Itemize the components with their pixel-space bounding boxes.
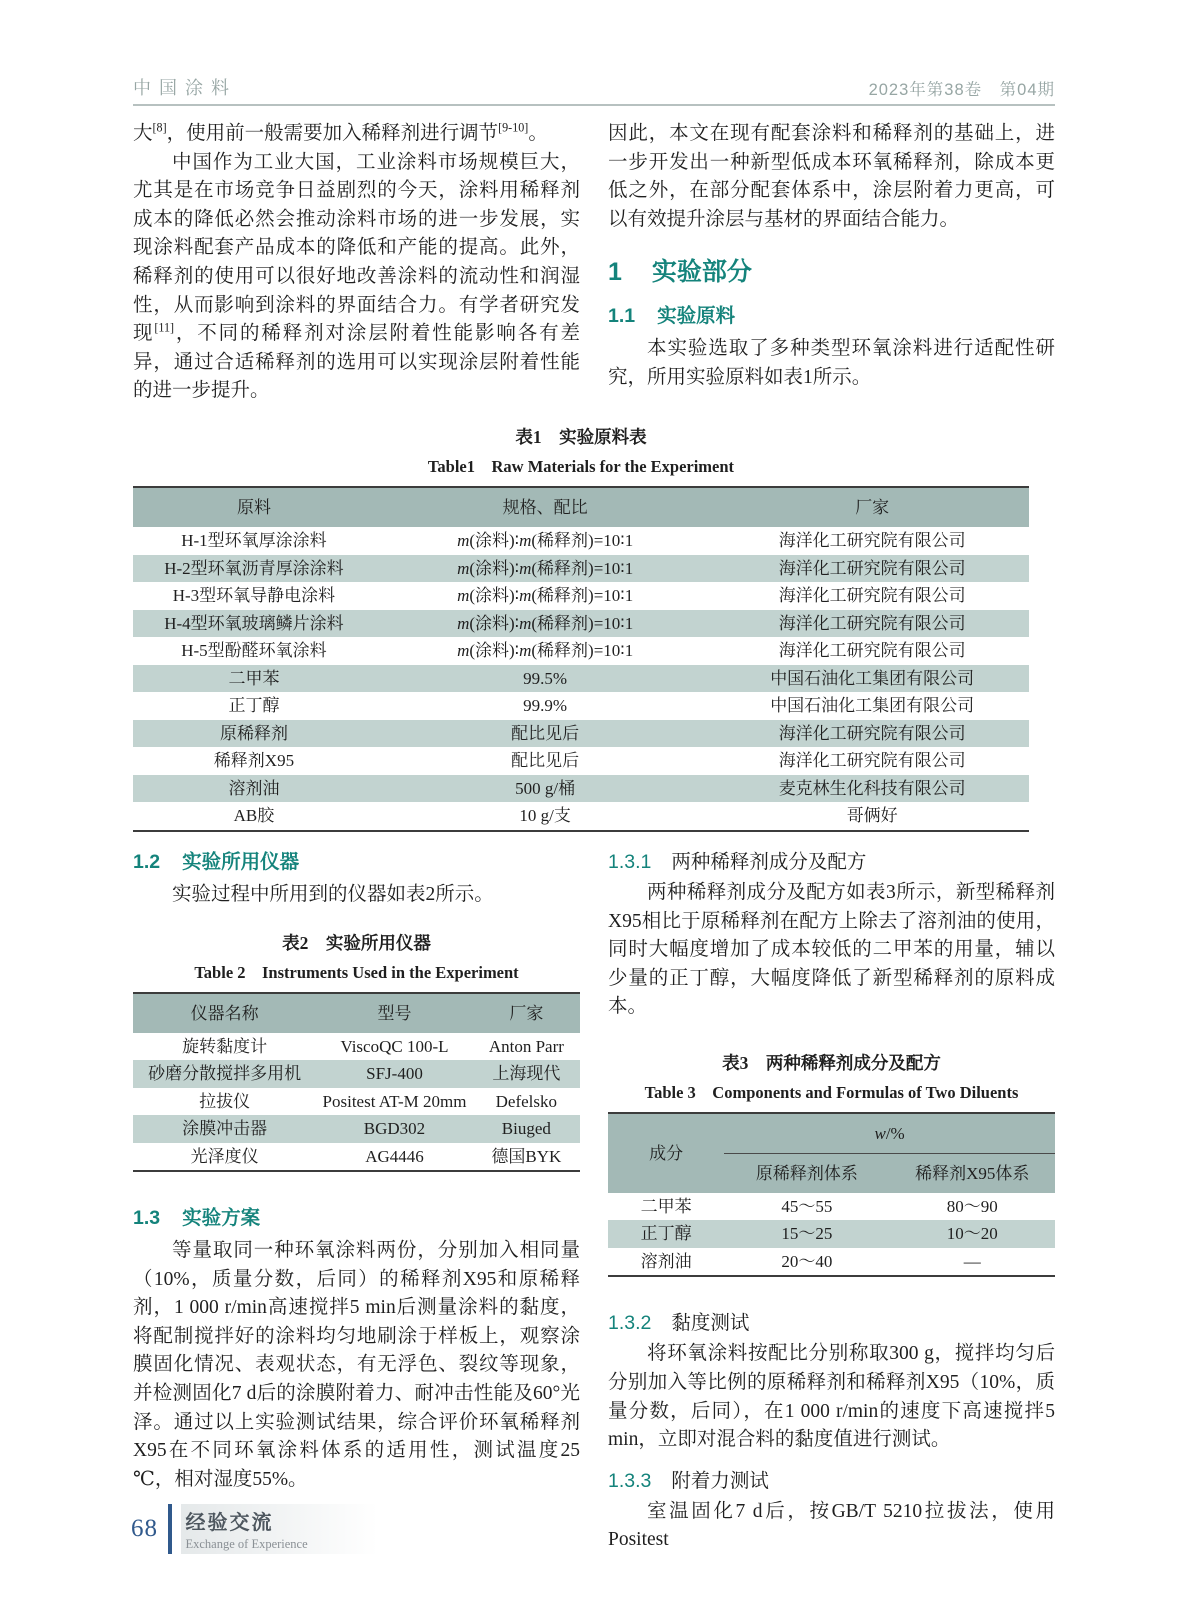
cell-spec: 99.5% <box>375 665 715 693</box>
table-row <box>608 1220 1055 1248</box>
col-header-vendor: 厂家 <box>715 487 1029 527</box>
cell-component: 二甲苯 <box>640 1196 692 1216</box>
cell-instrument: 光泽度仪 <box>190 1146 259 1166</box>
footer-column-en: Exchange of Experience <box>185 1537 308 1551</box>
section-heading-1-2: 1.2 实验所用仪器 <box>133 851 300 873</box>
cell-vendor: 海洋化工研究院有限公司 <box>778 641 966 660</box>
cell-vendor: 中国石油化工集团有限公司 <box>770 696 975 715</box>
cell-spec: 10 g/支 <box>519 806 571 825</box>
table-row <box>133 1143 580 1172</box>
paragraph: 本实验选取了多种类型环氧涂料进行适配性研究，所用实验原料如表1所示。 <box>608 338 1055 388</box>
right-column-top <box>608 120 1055 406</box>
cell-component: 正丁醇 <box>608 1220 724 1248</box>
cell-material: H-5型酚醛环氧涂料 <box>181 641 327 660</box>
cell-vendor: 上海现代 <box>473 1060 580 1088</box>
citation-ref: [8] <box>152 120 167 135</box>
cell-material: H-2型环氧沥青厚涂涂料 <box>133 555 375 583</box>
table-row <box>133 555 1029 583</box>
cell-x95-value: 80～90 <box>946 1196 998 1216</box>
table-row <box>133 1115 580 1143</box>
cell-vendor: Defelsko <box>495 1091 558 1111</box>
journal-name: 中国涂料 <box>133 78 237 98</box>
cell-model: AG4446 <box>365 1146 424 1166</box>
table-row <box>133 720 1029 748</box>
table-row <box>608 1248 1055 1277</box>
section-heading-1-3-3: 1.3.3 附着力测试 <box>608 1469 769 1492</box>
cell-material: 正丁醇 <box>228 696 280 715</box>
cell-material: 稀释剂X95 <box>213 751 295 770</box>
cell-model: Positest AT-M 20mm <box>322 1091 467 1111</box>
cell-component: 溶剂油 <box>640 1251 692 1271</box>
cell-spec: m(涂料)∶m(稀释剂)=10∶1 <box>375 610 715 638</box>
footer-divider-bar <box>168 1504 172 1554</box>
table2-title-en: Table 2 Instruments Used in the Experiment <box>194 962 519 982</box>
section-heading-1: 1 实验部分 <box>608 258 752 287</box>
cell-material: 二甲苯 <box>133 665 375 693</box>
table-row <box>608 1193 1055 1221</box>
paragraph: 因此，本文在现有配套涂料和稀释剂的基础上，进一步开发出一种新型低成本环氧稀释剂，除成本更低之外，在部分配套体系中，涂层附着力更高，可以有效提升涂层与基材的界面结合能力。 <box>608 123 1055 230</box>
table-row <box>133 802 1029 831</box>
page-number: 68 <box>131 1515 158 1542</box>
table3-title-cn: 表3 两种稀释剂成分及配方 <box>722 1052 941 1073</box>
cell-vendor: 海洋化工研究院有限公司 <box>715 610 1029 638</box>
col-header-model: 型号 <box>316 993 472 1033</box>
table3-formulas <box>608 1112 1055 1278</box>
table-row <box>133 1060 580 1088</box>
footer-column-title <box>181 1504 378 1554</box>
table1-block <box>133 424 1029 832</box>
cell-instrument: 拉拔仪 <box>199 1091 251 1111</box>
citation-ref: [9-10] <box>498 120 529 135</box>
cell-spec: m(涂料)∶m(稀释剂)=10∶1 <box>457 531 634 550</box>
paragraph: 等量取同一种环氧涂料两份，分别加入相同量（10%，质量分数，后同）的稀释剂X95和原稀释剂，1 000 r/min高速搅拌5 min后测量涂料的黏度，将配制搅拌好的涂料均匀地刷涂于样板上，观察涂膜固化情况、表观状态，有无浮色、裂纹等现象，并检测固化7 d后的涂膜附着力、耐冲击性能及60°光泽。通过以上实验测试结果，综合评价环氧稀释剂X95在不同环氧涂料体系的适用性，测试温度25 ℃，相对湿度55%。 <box>133 1240 580 1490</box>
table-header-row <box>133 993 580 1033</box>
cell-original-value: 45～55 <box>781 1196 833 1216</box>
cell-model: ViscoQC 100-L <box>340 1036 449 1056</box>
table3-block <box>608 1050 1055 1278</box>
cell-model: SFJ-400 <box>316 1060 472 1088</box>
cell-material: AB胶 <box>233 806 275 825</box>
table-row <box>133 775 1029 803</box>
cell-x95-value: — <box>963 1251 981 1271</box>
table-header-row <box>133 487 1029 527</box>
paragraph: 室温固化7 d后，按GB/T 5210拉拔法，使用Positest <box>608 1500 1055 1551</box>
cell-vendor: 中国石油化工集团有限公司 <box>715 665 1029 693</box>
left-column-top <box>133 120 580 406</box>
section-heading-1-3-1: 1.3.1 两种稀释剂成分及配方 <box>608 851 867 873</box>
table-row <box>133 1088 580 1116</box>
cell-original-value: 15～25 <box>724 1220 889 1248</box>
table2-title-cn: 表2 实验所用仪器 <box>282 932 431 953</box>
page-footer <box>131 1504 378 1554</box>
table-header-row <box>608 1113 1055 1154</box>
col-header-component: 成分 <box>608 1113 724 1193</box>
section-heading-1-3: 1.3 实验方案 <box>133 1207 261 1230</box>
left-column-bottom <box>133 846 580 1555</box>
footer-column-cn: 经验交流 <box>185 1512 274 1534</box>
col-header-w-percent: w/% <box>724 1113 1055 1154</box>
paragraph: 两种稀释剂成分及配方如表3所示，新型稀释剂X95相比于原稀释剂在配方上除去了溶剂油的使用，同时大幅度增加了成本较低的二甲苯的用量，辅以少量的正丁醇，大幅度降低了新型稀释剂的原料成本。 <box>608 882 1055 1018</box>
right-column-bottom <box>608 846 1055 1555</box>
cell-vendor: 海洋化工研究院有限公司 <box>715 720 1029 748</box>
cell-spec: 配比见后 <box>511 751 580 770</box>
table-row <box>133 1033 580 1061</box>
table-row <box>133 665 1029 693</box>
cell-material: H-4型环氧玻璃鳞片涂料 <box>133 610 375 638</box>
table1-title-en: Table1 Raw Materials for the Experiment <box>427 457 735 476</box>
cell-material: 原稀释剂 <box>133 720 375 748</box>
cell-material: H-3型环氧导静电涂料 <box>172 586 336 605</box>
cell-original-value: 20～40 <box>781 1251 833 1271</box>
table-row <box>133 637 1029 665</box>
col-header-spec: 规格、配比 <box>375 487 715 527</box>
paragraph: 将环氧涂料按配比分别称取300 g，搅拌均匀后分别加入等比例的原稀释剂和稀释剂X95（10%，质量分数，后同），在1 000 r/min的速度下高速搅拌5 min，立即对混合料的黏度值进行测试。 <box>608 1343 1055 1451</box>
table-row <box>133 582 1029 610</box>
paragraph: 实验过程中所用到的仪器如表2所示。 <box>172 884 494 905</box>
cell-spec: m(涂料)∶m(稀释剂)=10∶1 <box>375 555 715 583</box>
cell-vendor: 哥俩好 <box>846 806 898 825</box>
cell-spec: m(涂料)∶m(稀释剂)=10∶1 <box>457 641 634 660</box>
paragraph: 中国作为工业大国，工业涂料市场规模巨大，尤其是在市场竞争日益剧烈的今天，涂料用稀释剂成本的降低必然会推动涂料市场的进一步发展，实现涂料配套产品成本的降低和产能的提高。此外，稀释剂的使用可以很好地改善涂料的流动性和润湿性，从而影响到涂料的界面结合力。有学者研究发现[11]，不同的稀释剂对涂层附着性能影响各有差异，通过合适稀释剂的选用可以实现涂层附着性能的进一步提升。 <box>133 151 580 402</box>
cell-spec: 500 g/桶 <box>375 775 715 803</box>
cell-vendor: Biuged <box>473 1115 580 1143</box>
cell-x95-value: 10～20 <box>890 1220 1055 1248</box>
table1-raw-materials <box>133 486 1029 832</box>
col-header-material: 原料 <box>133 487 375 527</box>
cell-vendor: Anton Parr <box>488 1036 564 1056</box>
cell-vendor: 海洋化工研究院有限公司 <box>715 555 1029 583</box>
table-row <box>133 747 1029 775</box>
cell-model: BGD302 <box>316 1115 472 1143</box>
table2-block <box>133 930 580 1173</box>
col-header-instrument: 仪器名称 <box>133 993 316 1033</box>
cell-vendor: 麦克林生化科技有限公司 <box>715 775 1029 803</box>
running-head <box>133 74 1055 100</box>
cell-vendor: 德国BYK <box>491 1146 562 1166</box>
table3-title-en: Table 3 Components and Formulas of Two Diluents <box>644 1082 1019 1102</box>
cell-vendor: 海洋化工研究院有限公司 <box>778 586 966 605</box>
cell-instrument: 砂磨分散搅拌多用机 <box>133 1060 316 1088</box>
cell-spec: 99.9% <box>523 696 568 715</box>
table-row <box>133 692 1029 720</box>
cell-vendor: 海洋化工研究院有限公司 <box>778 751 966 770</box>
cell-spec: 配比见后 <box>375 720 715 748</box>
cell-instrument: 涂膜冲击器 <box>133 1115 316 1143</box>
table-row <box>133 527 1029 555</box>
table1-title-cn: 表1 实验原料表 <box>515 427 647 447</box>
header-rule <box>133 104 1055 106</box>
col-header-x95-diluent: 稀释剂X95体系 <box>890 1153 1055 1193</box>
table-row <box>133 610 1029 638</box>
citation-ref: [11] <box>154 320 175 335</box>
cell-material: 溶剂油 <box>133 775 375 803</box>
table2-instruments <box>133 992 580 1173</box>
section-heading-1-3-2: 1.3.2 黏度测试 <box>608 1312 750 1335</box>
col-header-original-diluent: 原稀释剂体系 <box>724 1153 889 1193</box>
section-heading-1-1: 1.1 实验原料 <box>608 305 736 328</box>
cell-instrument: 旋转黏度计 <box>182 1036 268 1056</box>
cell-material: H-1型环氧厚涂涂料 <box>181 531 327 550</box>
cell-vendor: 海洋化工研究院有限公司 <box>778 531 966 550</box>
paragraph: 大[8]，使用前一般需要加入稀释剂进行调节[9-10]。 <box>133 120 548 144</box>
col-header-vendor: 厂家 <box>473 993 580 1033</box>
cell-spec: m(涂料)∶m(稀释剂)=10∶1 <box>457 586 634 605</box>
issue-info: 2023年第38卷 第04期 <box>868 81 1055 99</box>
